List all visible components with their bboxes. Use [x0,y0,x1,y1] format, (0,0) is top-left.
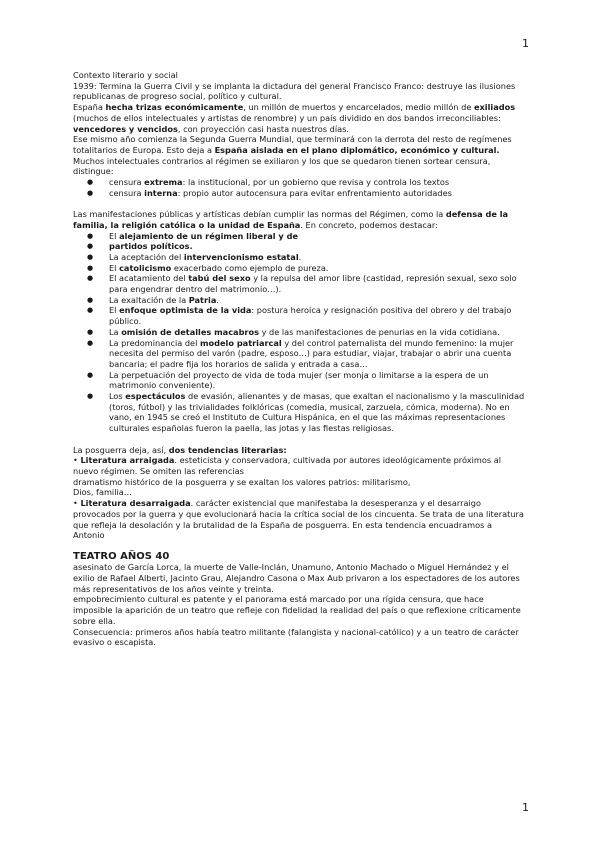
section-heading: TEATRO AÑOS 40 [73,550,170,562]
manifest-list [73,231,525,434]
paragraph: Dios, familia… [73,487,132,498]
paragraph: • Literatura arraigada. esteticista y conservadora, cultivada por autores ideológicamente próximos al nuevo régimen. Se omiten las referencias [73,455,502,476]
paragraph: dramatismo histórico de la posguerra y se exaltan los valores patrios: militarismo, [73,476,411,487]
list-item: ● Los espectáculos de evasión, alienantes y de masas, que exaltan el nacionalismo y la masculinidad (toros, fútbol) y las trivialidades folklóricas (comedia, musical, zarzuela, cómica, moderna). No en vano, en 1945 se creó el Instituto de Cultura Hispánica, en el que las máximas representaciones culturales españolas fueron la paella, las jotas y las fiestas religiosas. [73,391,525,434]
list-item: ● censura interna: propio autor autocensura para evitar enfrentamiento autoridades [73,188,525,199]
paragraph: asesinato de García Lorca, la muerte de Valle-Inclán, Unamuno, Antonio Machado o Miguel Hernández y el exilio de Rafael Alberti, Jacinto Grau, Alejandro Casona o Max Aub privaron a los espectadores de los autores más representativos de los años veinte y treinta. [73,562,520,594]
page-number-top: 1 [522,37,529,50]
paragraph: • Literatura desarraigada. carácter existencial que manifestaba la desesperanza y el desarraigo provocados por la guerra y que evolucionará hacia la crítica social de los cincuenta. Se trata de una literatura que refleja la desolación y la brutalidad de la España de posguerra. En esta tendencia encuadramos a Antonio [73,498,524,541]
list-item: ● La omisión de detalles macabros y de las manifestaciones de penurias en la vida cotidiana. [73,327,525,338]
page-number-bottom: 1 [522,801,529,814]
list-item: ● La perpetuación del proyecto de vida de toda mujer (ser monja o limitarse a la espera de un matrimonio conveniente). [73,370,525,391]
paragraph: Las manifestaciones públicas y artísticas debían cumplir las normas del Régimen, como la defensa de la familia, la religión católica o la unidad de España. En concreto, podemos destacar: [73,209,509,230]
paragraph: Ese mismo año comienza la Segunda Guerra Mundial, que terminará con la derrota del resto de regímenes totalitarios de Europa. Esto deja a España aislada en el plano diplomático, económico y cultural. [73,134,512,155]
list-item: ● La aceptación del intervencionismo estatal. [73,252,525,263]
paragraph: 1939: Termina la Guerra Civil y se implanta la dictadura del general Francisco Franco: destruye las ilusiones republicanas de progreso social, político y cultural. [73,80,516,102]
censura-list [73,177,525,198]
section-title: Contexto literario y social [73,70,178,80]
list-item: ● censura extrema: la institucional, por un gobierno que revisa y controla los textos [73,177,525,188]
list-item: ● La exaltación de la Patria. [73,295,525,306]
paragraph: Consecuencia: primeros años había teatro militante (falangista y nacional-católico) y a un teatro de carácter evasivo o escapista. [73,626,519,648]
list-item: ● El acatamiento del tabú del sexo y la repulsa del amor libre (castidad, represión sexual, sexo solo para engendrar dentro del matrimonio…). [73,273,525,294]
list-item: ● El catolicismo exacerbado como ejemplo de pureza. [73,263,525,274]
document-body [73,70,525,648]
paragraph: empobrecimiento cultural es patente y el panorama está marcado por una rígida censura, que hace imposible la aparición de un teatro que refleje con fidelidad la realidad del país o que reflexione críticamente sobre ella. [73,594,521,626]
list-item: ● El enfoque optimista de la vida: postura heroica y resignación positiva del obrero y del trabajo público. [73,305,525,326]
paragraph: La posguerra deja, así, dos tendencias literarias: [73,444,287,455]
list-item: ● partidos políticos. [73,241,525,252]
list-item: ● La predominancia del modelo patriarcal y del control paternalista del mundo femenino: la mujer necesita del permiso del varón (padre, esposo…) para estudiar, viajar, trabajar o abrir una cuenta bancaria; el padre fija los horarios de salida y entrada a casa… [73,338,525,370]
paragraph: Muchos intelectuales contrarios al régimen se exiliaron y los que se quedaron tienen sortear censura, distingue: [73,155,491,177]
list-item: ● El alejamiento de un régimen liberal y de [73,231,525,242]
paragraph: España hecha trizas económicamente, un millón de muertos y encarcelados, medio millón de exiliados (muchos de ellos intelectuales y artistas de renombre) y un país dividido en dos bandos irreconciliables: vencedores y vencidos, con proyección casi hasta nuestros días. [73,102,516,134]
